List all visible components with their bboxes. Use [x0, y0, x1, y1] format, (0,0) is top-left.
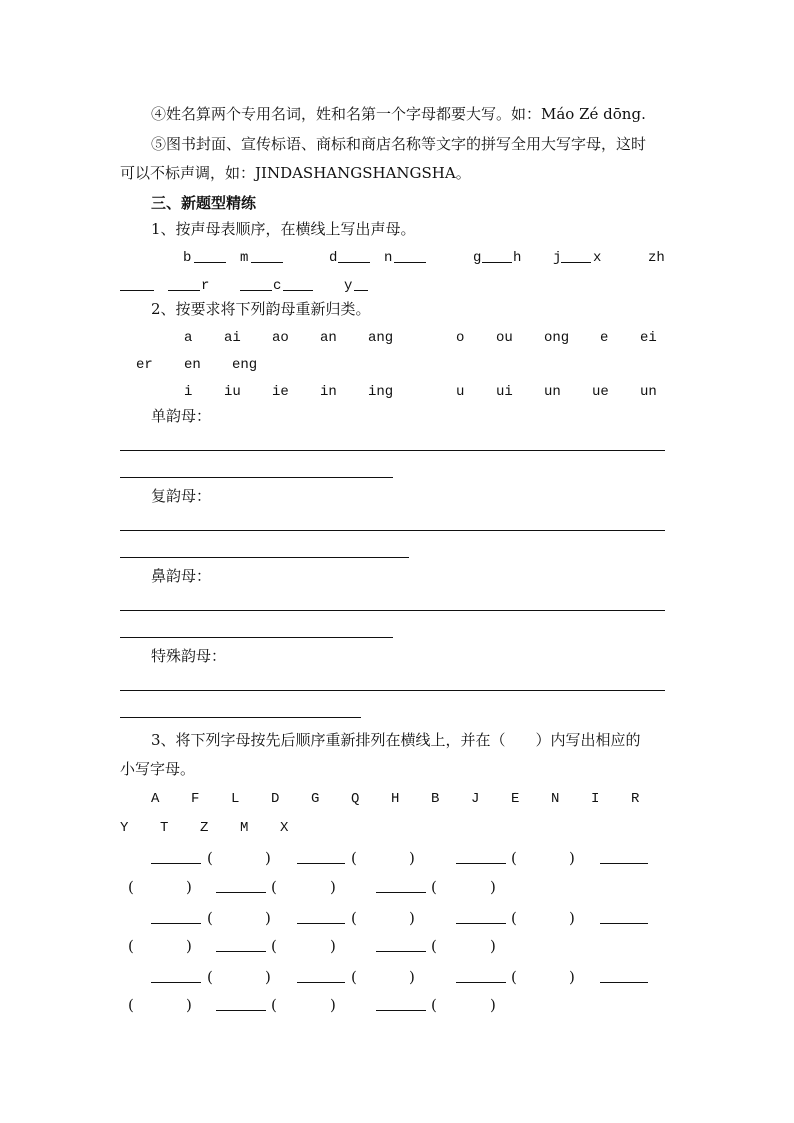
category-nasal-finals: 鼻韵母： — [151, 567, 212, 585]
section-heading: 三、新题型精练 — [151, 194, 257, 212]
final-item: ai — [224, 330, 241, 346]
letter-item: H — [391, 791, 400, 807]
open-paren: ( — [351, 909, 357, 927]
final-item: eng — [232, 357, 258, 373]
close-paren: ) — [569, 909, 575, 927]
q1-blank[interactable] — [354, 290, 368, 291]
uppercase-blank[interactable] — [456, 863, 506, 864]
q1-initial-d: d — [329, 250, 338, 266]
letter-item: I — [591, 791, 600, 807]
uppercase-blank[interactable] — [297, 982, 345, 983]
letter-item: F — [191, 791, 200, 807]
close-paren: ) — [265, 849, 271, 867]
open-paren: ( — [511, 909, 517, 927]
close-paren: ) — [330, 937, 336, 955]
uppercase-blank[interactable] — [600, 863, 648, 864]
open-paren: ( — [128, 937, 134, 955]
close-paren: ) — [186, 937, 192, 955]
final-item: u — [456, 384, 465, 400]
close-paren: ) — [409, 909, 415, 927]
question-2-prompt: 2、按要求将下列韵母重新归类。 — [151, 300, 371, 318]
open-paren: ( — [128, 996, 134, 1014]
uppercase-blank[interactable] — [376, 892, 426, 893]
uppercase-blank[interactable] — [297, 863, 345, 864]
close-paren: ) — [265, 968, 271, 986]
final-item: iu — [224, 384, 241, 400]
final-item: ou — [496, 330, 513, 346]
uppercase-blank[interactable] — [456, 982, 506, 983]
open-paren: ( — [207, 849, 213, 867]
letter-item: Z — [200, 820, 209, 836]
open-paren: ( — [128, 878, 134, 896]
final-item: a — [184, 330, 193, 346]
close-paren: ) — [186, 878, 192, 896]
uppercase-blank[interactable] — [600, 982, 648, 983]
uppercase-blank[interactable] — [456, 923, 506, 924]
rule-5-text-line1: ⑤图书封面、宣传标语、商标和商店名称等文字的拼写全用大写字母，这时 — [151, 135, 647, 153]
open-paren: ( — [207, 909, 213, 927]
answer-line[interactable] — [120, 477, 393, 478]
close-paren: ) — [569, 849, 575, 867]
q1-initial-c: c — [273, 278, 282, 294]
open-paren: ( — [511, 968, 517, 986]
answer-line[interactable] — [120, 690, 665, 691]
letter-item: M — [240, 820, 249, 836]
final-item: ie — [272, 384, 289, 400]
q1-blank[interactable] — [120, 290, 154, 291]
letter-item: X — [280, 820, 289, 836]
close-paren: ) — [409, 849, 415, 867]
q1-initial-r: r — [201, 278, 210, 294]
q1-initial-n: n — [384, 250, 393, 266]
q1-initial-y: y — [344, 278, 353, 294]
q1-initial-m: m — [240, 250, 249, 266]
letter-item: E — [511, 791, 520, 807]
uppercase-blank[interactable] — [297, 923, 345, 924]
final-item: an — [320, 330, 337, 346]
uppercase-blank[interactable] — [151, 982, 201, 983]
final-item: i — [184, 384, 193, 400]
q1-initial-x: x — [593, 250, 602, 266]
final-item: un — [544, 384, 561, 400]
q1-initial-b: b — [183, 250, 192, 266]
q1-blank[interactable] — [194, 262, 226, 263]
open-paren: ( — [271, 937, 277, 955]
rule-4-text: ④姓名算两个专用名词，姓和名第一个字母都要大写。如：Máo Zé dōng. — [151, 105, 646, 123]
answer-line[interactable] — [120, 717, 361, 718]
open-paren: ( — [207, 968, 213, 986]
letter-item: T — [160, 820, 169, 836]
category-single-finals: 单韵母： — [151, 407, 212, 425]
letter-item: Q — [351, 791, 360, 807]
answer-line[interactable] — [120, 530, 665, 531]
category-special-finals: 特殊韵母： — [151, 647, 227, 665]
open-paren: ( — [431, 937, 437, 955]
close-paren: ) — [330, 996, 336, 1014]
answer-line[interactable] — [120, 637, 393, 638]
q1-initial-j: j — [553, 250, 562, 266]
final-item: un — [640, 384, 657, 400]
close-paren: ) — [490, 878, 496, 896]
uppercase-blank[interactable] — [151, 863, 201, 864]
final-item: ong — [544, 330, 570, 346]
uppercase-blank[interactable] — [216, 1010, 266, 1011]
final-item: ue — [592, 384, 609, 400]
open-paren: ( — [431, 878, 437, 896]
question-3-prompt-line1: 3、将下列字母按先后顺序重新排列在横线上，并在（ ）内写出相应的 — [151, 731, 641, 749]
uppercase-blank[interactable] — [376, 951, 426, 952]
open-paren: ( — [271, 996, 277, 1014]
q1-initial-g: g — [473, 250, 482, 266]
letter-item: A — [151, 791, 160, 807]
uppercase-blank[interactable] — [216, 951, 266, 952]
open-paren: ( — [271, 878, 277, 896]
final-item: e — [600, 330, 609, 346]
letter-item: G — [311, 791, 320, 807]
answer-line[interactable] — [120, 450, 665, 451]
final-item: ang — [368, 330, 394, 346]
open-paren: ( — [351, 849, 357, 867]
final-item: ui — [496, 384, 513, 400]
q1-blank[interactable] — [338, 262, 370, 263]
rule-5-text-line2: 可以不标声调，如：JINDASHANGSHANGSHA。 — [120, 164, 471, 182]
close-paren: ) — [265, 909, 271, 927]
final-item: er — [136, 357, 153, 373]
final-item: o — [456, 330, 465, 346]
uppercase-blank[interactable] — [151, 923, 201, 924]
uppercase-blank[interactable] — [216, 892, 266, 893]
answer-line[interactable] — [120, 610, 665, 611]
q1-blank[interactable] — [168, 290, 200, 291]
q1-blank[interactable] — [394, 262, 426, 263]
close-paren: ) — [569, 968, 575, 986]
letter-item: J — [471, 791, 480, 807]
close-paren: ) — [409, 968, 415, 986]
final-item: ei — [640, 330, 657, 346]
final-item: en — [184, 357, 201, 373]
open-paren: ( — [511, 849, 517, 867]
final-item: ao — [272, 330, 289, 346]
q1-initial-h: h — [513, 250, 522, 266]
q1-blank[interactable] — [482, 262, 512, 263]
uppercase-blank[interactable] — [600, 923, 648, 924]
q1-blank[interactable] — [240, 290, 272, 291]
q1-blank[interactable] — [283, 290, 313, 291]
letter-item: B — [431, 791, 440, 807]
q1-blank[interactable] — [251, 262, 283, 263]
close-paren: ) — [330, 878, 336, 896]
q1-blank[interactable] — [561, 262, 591, 263]
answer-line[interactable] — [120, 557, 409, 558]
close-paren: ) — [490, 996, 496, 1014]
final-item: ing — [368, 384, 394, 400]
letter-item: L — [231, 791, 240, 807]
uppercase-blank[interactable] — [376, 1010, 426, 1011]
close-paren: ) — [186, 996, 192, 1014]
open-paren: ( — [351, 968, 357, 986]
q1-initial-zh: zh — [648, 250, 665, 266]
letter-item: N — [551, 791, 560, 807]
letter-item: D — [271, 791, 280, 807]
letter-item: Y — [120, 820, 129, 836]
close-paren: ) — [490, 937, 496, 955]
letter-item: R — [631, 791, 640, 807]
question-1-prompt: 1、按声母表顺序，在横线上写出声母。 — [151, 220, 416, 238]
final-item: in — [320, 384, 337, 400]
question-3-prompt-line2: 小写字母。 — [120, 760, 196, 778]
open-paren: ( — [431, 996, 437, 1014]
category-compound-finals: 复韵母： — [151, 487, 212, 505]
